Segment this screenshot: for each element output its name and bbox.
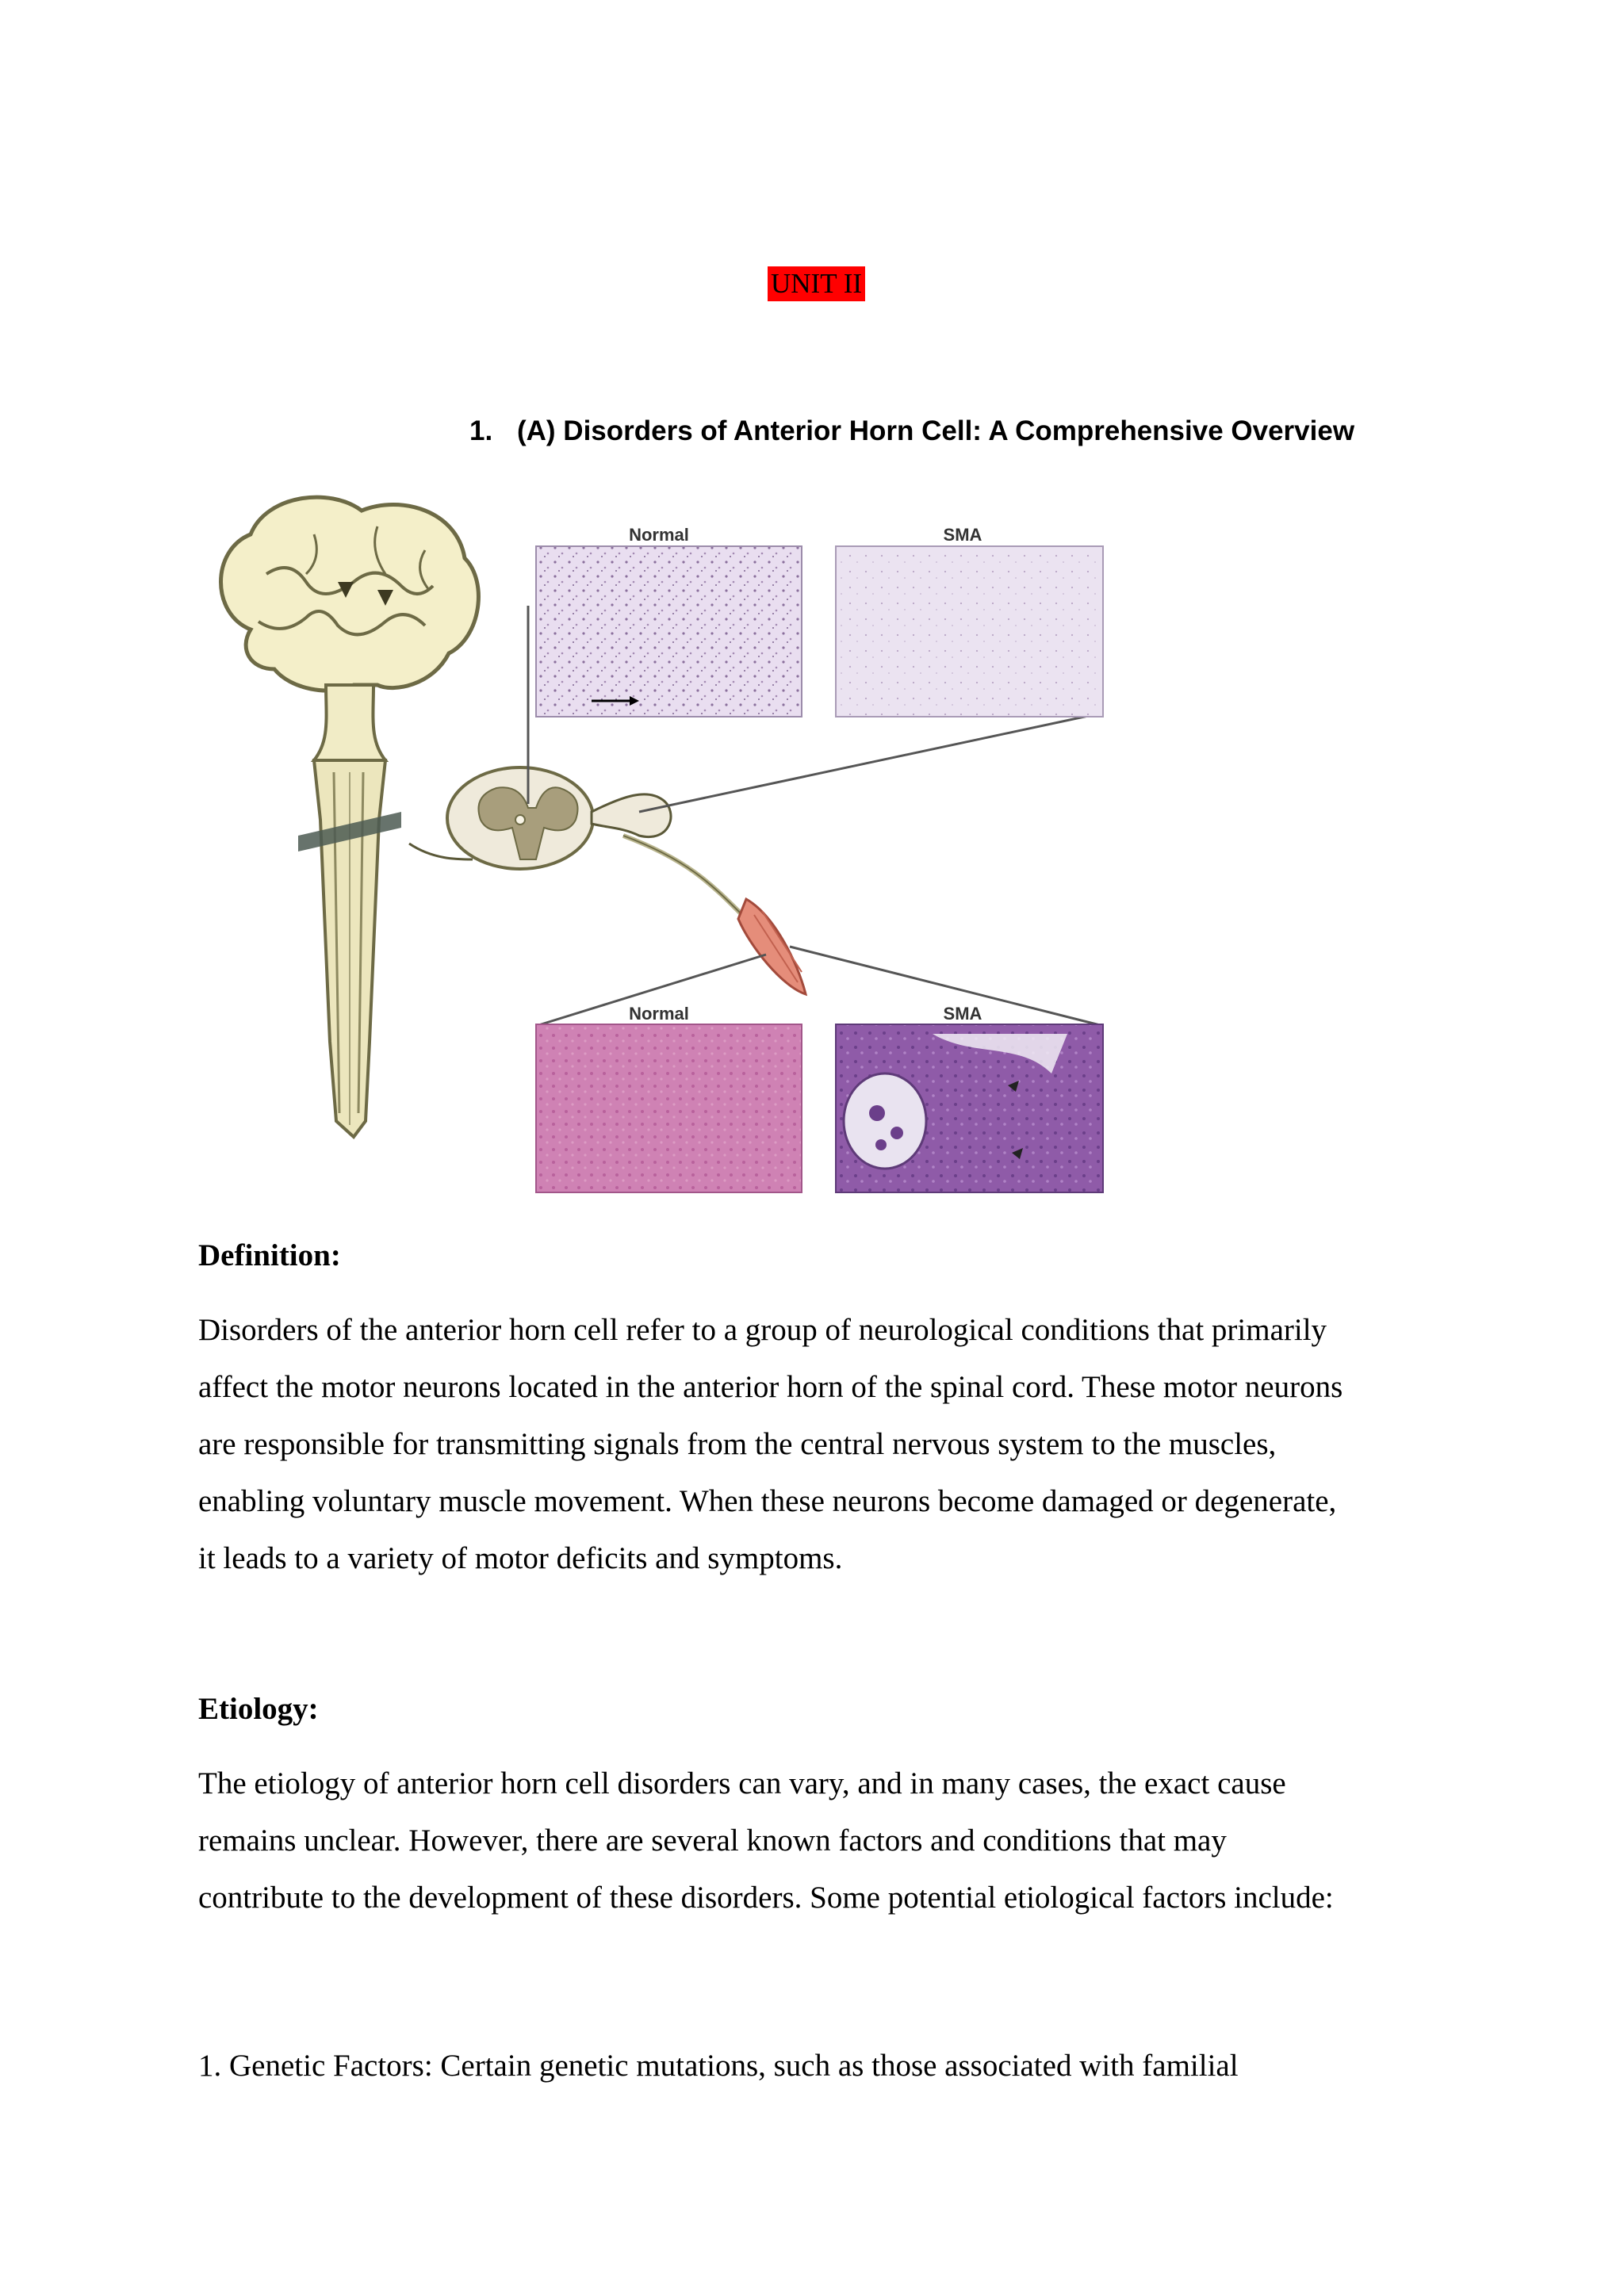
panel-bottom-left-label: Normal (629, 1004, 689, 1024)
unit-label: UNIT II (768, 266, 865, 301)
panel-nerve-sma (836, 525, 1103, 717)
brain-illustration (221, 497, 479, 760)
etiology-title: Etiology: (198, 1692, 319, 1726)
heading-number: 1. (469, 415, 493, 446)
definition-line: affect the motor neurons located in the anterior horn of the spinal cord. These motor neurons (198, 1370, 1343, 1404)
section-heading (469, 409, 1354, 453)
figure-illustration (195, 487, 1109, 1200)
panel-bottom-right-label: SMA (943, 1004, 982, 1024)
anatomy-figure (195, 487, 1109, 1200)
panel-muscle-normal (536, 1004, 802, 1192)
panel-top-left-label: Normal (629, 525, 689, 545)
spinal-cord-illustration (298, 760, 401, 1137)
heading-text: (A) Disorders of Anterior Horn Cell: A Comprehensive Overview (517, 415, 1355, 446)
panel-top-right-label: SMA (943, 525, 982, 545)
panel-nerve-normal (536, 525, 802, 717)
definition-line: enabling voluntary muscle movement. When these neurons become damaged or degenerate, (198, 1484, 1337, 1518)
etiology-line: remains unclear. However, there are several known factors and conditions that may (198, 1823, 1227, 1858)
list-item-text: 1. Genetic Factors: Certain genetic mutations, such as those associated with familial (198, 2049, 1239, 2083)
panel-muscle-sma (836, 1004, 1103, 1192)
definition-line: Disorders of the anterior horn cell refer to a group of neurological conditions that primarily (198, 1313, 1327, 1347)
spinal-cross-section (409, 767, 671, 869)
definition-paragraph (198, 1302, 1435, 1587)
etiology-line: contribute to the development of these disorders. Some potential etiological factors include: (198, 1881, 1334, 1915)
definition-line: are responsible for transmitting signals from the central nervous system to the muscles, (198, 1427, 1277, 1461)
list-item-genetic-factors (198, 2038, 1435, 2095)
etiology-line: The etiology of anterior horn cell disorders can vary, and in many cases, the exact cause (198, 1766, 1286, 1800)
etiology-paragraph (198, 1755, 1435, 1927)
definition-line: it leads to a variety of motor deficits and symptoms. (198, 1541, 843, 1575)
definition-title: Definition: (198, 1238, 341, 1272)
